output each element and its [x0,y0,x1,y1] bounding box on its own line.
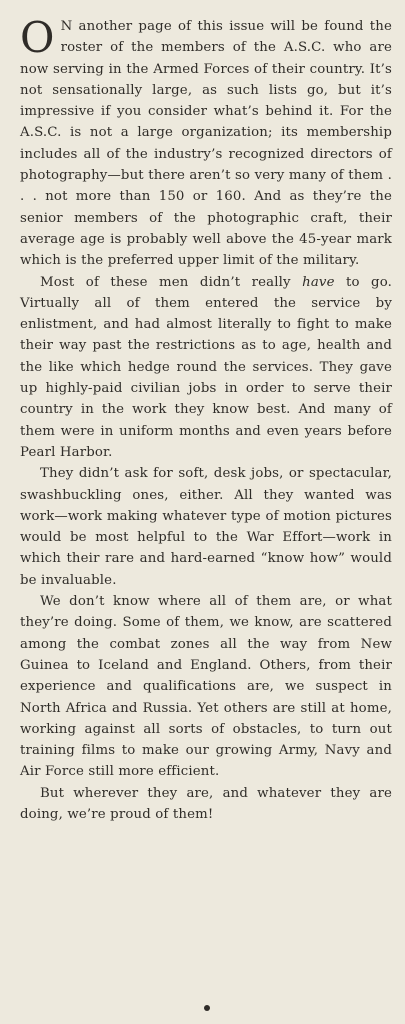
paragraph-2 [20,272,392,464]
drop-cap: O [20,13,55,62]
paragraph-2-emphasis: have [302,274,335,290]
paragraph-1 [20,13,392,272]
paragraph-2-text-b: to go. Virtually all of them entered the service by enlistment, and had almost literally to fight to make their way past the restrictions as to age, health and the like which hedge round the services. They gave up highly-paid civilian jobs in order to serve their country in the work they know best. And many of them were in uniform months and even years before Pearl Harbor. [20,274,392,460]
article-body [20,13,392,825]
paragraph-5: But wherever they are, and whatever they are doing, we’re proud of them! [20,785,392,822]
end-bullet-icon [204,1005,210,1011]
paragraph-2-text-a: Most of these men didn’t really [40,274,303,290]
paragraph-4: We don’t know where all of them are, or what they’re doing. Some of them, we know, are scattered among the combat zones all the way from New Guinea to Iceland and England. Others, from their experience and qualifications are, we suspect in North Africa and Russia. Yet others are still at home, working against all sorts of obstacles, to turn out training films to make our growing Army, Navy and Air Force still more efficient. [20,594,392,780]
paragraph-3: They didn’t ask for soft, desk jobs, or spectacular, swashbuckling ones, either. All they wanted was work—work making whatever type of motion pictures would be most helpful to the War Effort—work in which their rare and hard-earned “know how” would be invaluable. [20,466,392,588]
paragraph-1-text: N another page of this issue will be found the roster of the members of the A.S.C. who are now serving in the Armed Forces of their country. It’s not sensationally large, as such lists go, but it’s impressive if you consider what’s behind it. For the A.S.C. is not a large organization; its membership includes all of the industry’s recognized directors of photography—but there aren’t so very many of them . . . not more than 150 or 160. And as they’re the senior members of the photographic craft, their average age is probably well above the 45-year mark which is the preferred upper limit of the military. [20,19,392,269]
